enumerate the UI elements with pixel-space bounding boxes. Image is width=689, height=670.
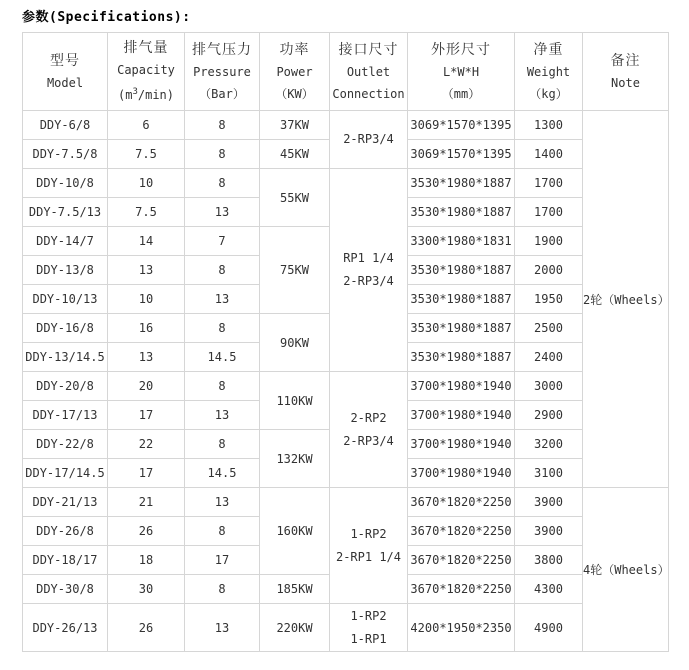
cell-weight: 2400 (515, 343, 583, 372)
header-outlet-en: Outlet (346, 64, 391, 79)
cell-dimensions: 3530*1980*1887 (408, 285, 515, 314)
cell-pressure: 8 (185, 256, 260, 285)
page-title: 参数(Specifications): (22, 10, 191, 25)
header-capacity-en: Capacity (117, 63, 175, 77)
cell-weight: 3800 (515, 546, 583, 575)
cell-capacity: 17 (108, 459, 185, 488)
cell-dimensions: 3069*1570*1395 (408, 140, 515, 169)
cell-model: DDY-7.5/8 (23, 140, 108, 169)
cell-model: DDY-10/13 (23, 285, 108, 314)
cell-weight: 3100 (515, 459, 583, 488)
cell-outlet: 1-RP2 1-RP1 (330, 604, 408, 652)
cell-model: DDY-26/13 (23, 604, 108, 652)
cell-power: 132KW (260, 430, 330, 488)
header-pressure-cn: 排气压力 (192, 41, 252, 58)
header-model-cn: 型号 (50, 52, 80, 69)
col-header-pressure (185, 33, 260, 111)
header-outlet-unit: Connection (332, 86, 405, 101)
cell-weight: 3900 (515, 488, 583, 517)
cell-power: 90KW (260, 314, 330, 372)
header-weight-unit: （kg） (529, 86, 568, 101)
cell-dimensions: 3670*1820*2250 (408, 575, 515, 604)
cell-power: 185KW (260, 575, 330, 604)
cell-capacity: 21 (108, 488, 185, 517)
cell-capacity: 10 (108, 169, 185, 198)
cell-dimensions: 4200*1950*2350 (408, 604, 515, 652)
cell-capacity: 18 (108, 546, 185, 575)
cell-dimensions: 3700*1980*1940 (408, 372, 515, 401)
cell-model: DDY-7.5/13 (23, 198, 108, 227)
cell-model: DDY-10/8 (23, 169, 108, 198)
cell-capacity: 7.5 (108, 140, 185, 169)
cell-pressure: 8 (185, 517, 260, 546)
cell-model: DDY-22/8 (23, 430, 108, 459)
cell-dimensions: 3700*1980*1940 (408, 430, 515, 459)
cell-pressure: 17 (185, 546, 260, 575)
cell-capacity: 16 (108, 314, 185, 343)
cell-weight: 4300 (515, 575, 583, 604)
cell-model: DDY-14/7 (23, 227, 108, 256)
cell-power: 220KW (260, 604, 330, 652)
cell-weight: 1950 (515, 285, 583, 314)
col-header-outlet (330, 33, 408, 111)
cell-weight: 1300 (515, 111, 583, 140)
header-capacity-cn: 排气量 (123, 40, 169, 56)
cell-note: 2轮（Wheels） (583, 111, 669, 488)
header-dimensions-unit: （mm） (441, 86, 481, 101)
col-header-capacity (108, 33, 185, 111)
cell-outlet: 2-RP3/4 (330, 111, 408, 169)
header-weight-cn: 净重 (533, 41, 564, 58)
cell-weight: 2900 (515, 401, 583, 430)
cell-capacity: 13 (108, 256, 185, 285)
specifications-table (22, 32, 669, 652)
cell-dimensions: 3700*1980*1940 (408, 401, 515, 430)
table-row (23, 604, 669, 652)
cell-dimensions: 3069*1570*1395 (408, 111, 515, 140)
cell-model: DDY-20/8 (23, 372, 108, 401)
cell-pressure: 8 (185, 140, 260, 169)
cell-pressure: 7 (185, 227, 260, 256)
cell-dimensions: 3530*1980*1887 (408, 256, 515, 285)
header-note-cn: 备注 (610, 52, 641, 69)
cell-dimensions: 3670*1820*2250 (408, 546, 515, 575)
cell-model: DDY-18/17 (23, 546, 108, 575)
cell-pressure: 13 (185, 198, 260, 227)
cell-capacity: 10 (108, 285, 185, 314)
cell-weight: 3900 (515, 517, 583, 546)
cell-capacity: 26 (108, 604, 185, 652)
cell-pressure: 8 (185, 314, 260, 343)
col-header-power (260, 33, 330, 111)
table-row (23, 372, 669, 401)
col-header-model (23, 33, 108, 111)
cell-capacity: 14 (108, 227, 185, 256)
cell-capacity: 17 (108, 401, 185, 430)
cell-power: 110KW (260, 372, 330, 430)
cell-capacity: 13 (108, 343, 185, 372)
cell-dimensions: 3530*1980*1887 (408, 169, 515, 198)
cell-weight: 2000 (515, 256, 583, 285)
cell-power: 37KW (260, 111, 330, 140)
cell-pressure: 8 (185, 372, 260, 401)
cell-model: DDY-21/13 (23, 488, 108, 517)
cell-weight: 1400 (515, 140, 583, 169)
cell-model: DDY-6/8 (23, 111, 108, 140)
cell-power: 55KW (260, 169, 330, 227)
header-power-en: Power (276, 64, 313, 79)
cell-dimensions: 3700*1980*1940 (408, 459, 515, 488)
cell-outlet: RP1 1/4 2-RP3/4 (330, 169, 408, 372)
cell-dimensions: 3530*1980*1887 (408, 343, 515, 372)
cell-pressure: 13 (185, 488, 260, 517)
header-dimensions-cn: 外形尺寸 (431, 41, 491, 58)
cell-dimensions: 3670*1820*2250 (408, 488, 515, 517)
header-power-unit: （KW） (275, 86, 314, 101)
cell-weight: 1700 (515, 198, 583, 227)
cell-weight: 1900 (515, 227, 583, 256)
cell-dimensions: 3530*1980*1887 (408, 198, 515, 227)
col-header-weight (515, 33, 583, 111)
cell-model: DDY-17/14.5 (23, 459, 108, 488)
cell-outlet: 2-RP2 2-RP3/4 (330, 372, 408, 488)
table-row (23, 488, 669, 517)
cell-model: DDY-30/8 (23, 575, 108, 604)
header-capacity-unit: $(m^3/\min)$ (118, 87, 174, 102)
cell-model: DDY-13/14.5 (23, 343, 108, 372)
header-dimensions-en: L*W*H (442, 64, 480, 79)
cell-model: DDY-16/8 (23, 314, 108, 343)
cell-weight: 3200 (515, 430, 583, 459)
cell-model: DDY-26/8 (23, 517, 108, 546)
table-header-row (23, 33, 669, 111)
cell-dimensions: 3670*1820*2250 (408, 517, 515, 546)
cell-power: 160KW (260, 488, 330, 575)
cell-model: DDY-13/8 (23, 256, 108, 285)
cell-pressure: 8 (185, 111, 260, 140)
header-weight-en: Weight (526, 64, 571, 79)
header-outlet-cn: 接口尺寸 (338, 41, 399, 58)
cell-dimensions: 3530*1980*1887 (408, 314, 515, 343)
cell-weight: 1700 (515, 169, 583, 198)
header-note-en: Note (611, 75, 640, 90)
cell-weight: 2500 (515, 314, 583, 343)
cell-dimensions: 3300*1980*1831 (408, 227, 515, 256)
cell-capacity: 6 (108, 111, 185, 140)
header-pressure-unit: （Bar） (199, 86, 245, 101)
header-model-en: Model (46, 75, 84, 90)
cell-capacity: 30 (108, 575, 185, 604)
cell-weight: 3000 (515, 372, 583, 401)
header-pressure-en: Pressure (193, 64, 251, 79)
cell-pressure: 14.5 (185, 343, 260, 372)
cell-pressure: 13 (185, 285, 260, 314)
cell-pressure: 14.5 (185, 459, 260, 488)
cell-power: 75KW (260, 227, 330, 314)
table-row (23, 111, 669, 140)
col-header-note (583, 33, 669, 111)
cell-model: DDY-17/13 (23, 401, 108, 430)
cell-pressure: 13 (185, 604, 260, 652)
cell-note: 4轮（Wheels） (583, 488, 669, 652)
cell-power: 45KW (260, 140, 330, 169)
header-power-cn: 功率 (279, 41, 310, 58)
cell-capacity: 7.5 (108, 198, 185, 227)
cell-capacity: 26 (108, 517, 185, 546)
cell-pressure: 13 (185, 401, 260, 430)
cell-outlet: 1-RP2 2-RP1 1/4 (330, 488, 408, 604)
cell-pressure: 8 (185, 430, 260, 459)
col-header-dimensions (408, 33, 515, 111)
cell-capacity: 20 (108, 372, 185, 401)
cell-weight: 4900 (515, 604, 583, 652)
cell-capacity: 22 (108, 430, 185, 459)
cell-pressure: 8 (185, 169, 260, 198)
table-row (23, 169, 669, 198)
cell-pressure: 8 (185, 575, 260, 604)
